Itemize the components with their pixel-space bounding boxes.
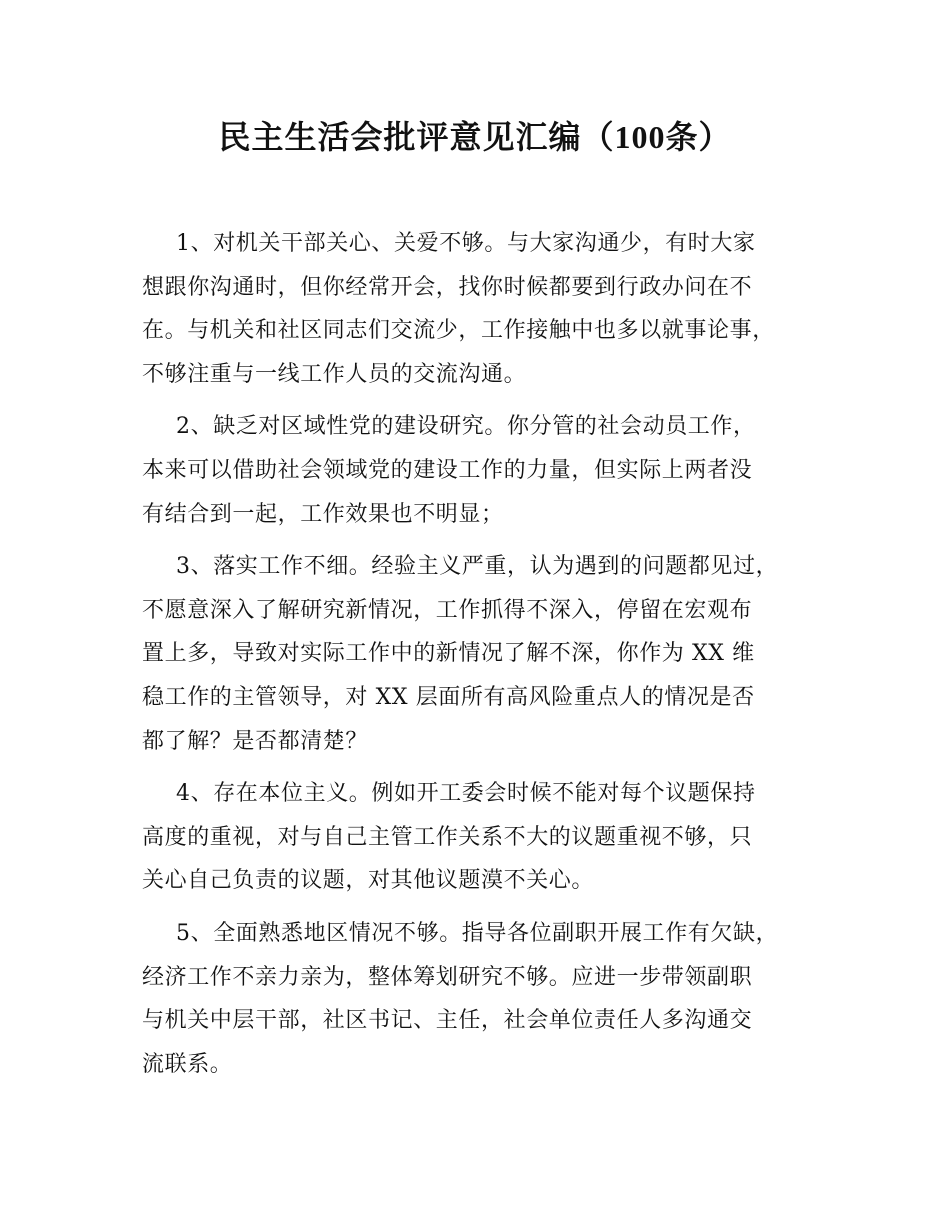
paragraph-line: 1、对机关干部关心、关爱不够。与大家沟通少，有时大家 xyxy=(176,231,756,256)
paragraph-line: 想跟你沟通时，但你经常开会，找你时候都要到行政办问在不 xyxy=(142,274,753,300)
document-title: 民主生活会批评意见汇编（100条） xyxy=(218,119,732,155)
paragraph-line: 3、落实工作不细。经验主义严重，认为遇到的问题都见过， xyxy=(176,554,779,580)
paragraph-line: 与机关中层干部，社区书记、主任，社会单位责任人多沟通交 xyxy=(142,1008,753,1034)
paragraph-line: 4、存在本位主义。例如开工委会时候不能对每个议题保持 xyxy=(176,781,756,807)
paragraph-line: 经济工作不亲力亲为，整体筹划研究不够。应进一步带领副职 xyxy=(142,964,753,990)
paragraph-line: 置上多，导致对实际工作中的新情况了解不深，你作为 XX 维 xyxy=(142,641,755,667)
paragraph-line: 在。与机关和社区同志们交流少，工作接触中也多以就事论事， xyxy=(142,318,775,344)
paragraph-5 xyxy=(142,916,832,1090)
document-body xyxy=(142,226,832,1099)
paragraph-line: 高度的重视，对与自己主管工作关系不大的议题重视不够，只 xyxy=(142,824,753,850)
paragraph-2 xyxy=(142,409,832,540)
paragraph-line: 2、缺乏对区域性党的建设研究。你分管的社会动员工作， xyxy=(176,414,756,440)
paragraph-line: 5、全面熟悉地区情况不够。指导各位副职开展工作有欠缺， xyxy=(176,920,779,946)
paragraph-line: 都了解？是否都清楚？ xyxy=(142,728,369,754)
paragraph-line: 不够注重与一线工作人员的交流沟通。 xyxy=(142,361,527,387)
paragraph-line: 不愿意深入了解研究新情况，工作抓得不深入，停留在宏观布 xyxy=(142,597,753,623)
paragraph-line: 流联系。 xyxy=(142,1051,233,1077)
paragraph-line: 稳工作的主管领导，对 XX 层面所有高风险重点人的情况是否 xyxy=(142,684,755,710)
paragraph-3 xyxy=(142,549,832,767)
paragraph-1 xyxy=(142,226,832,400)
paragraph-line: 本来可以借助社会领域党的建设工作的力量，但实际上两者没 xyxy=(142,457,753,483)
paragraph-4 xyxy=(142,776,832,907)
paragraph-line: 关心自己负责的议题，对其他议题漠不关心。 xyxy=(142,868,595,894)
paragraph-line: 有结合到一起，工作效果也不明显； xyxy=(142,501,504,527)
